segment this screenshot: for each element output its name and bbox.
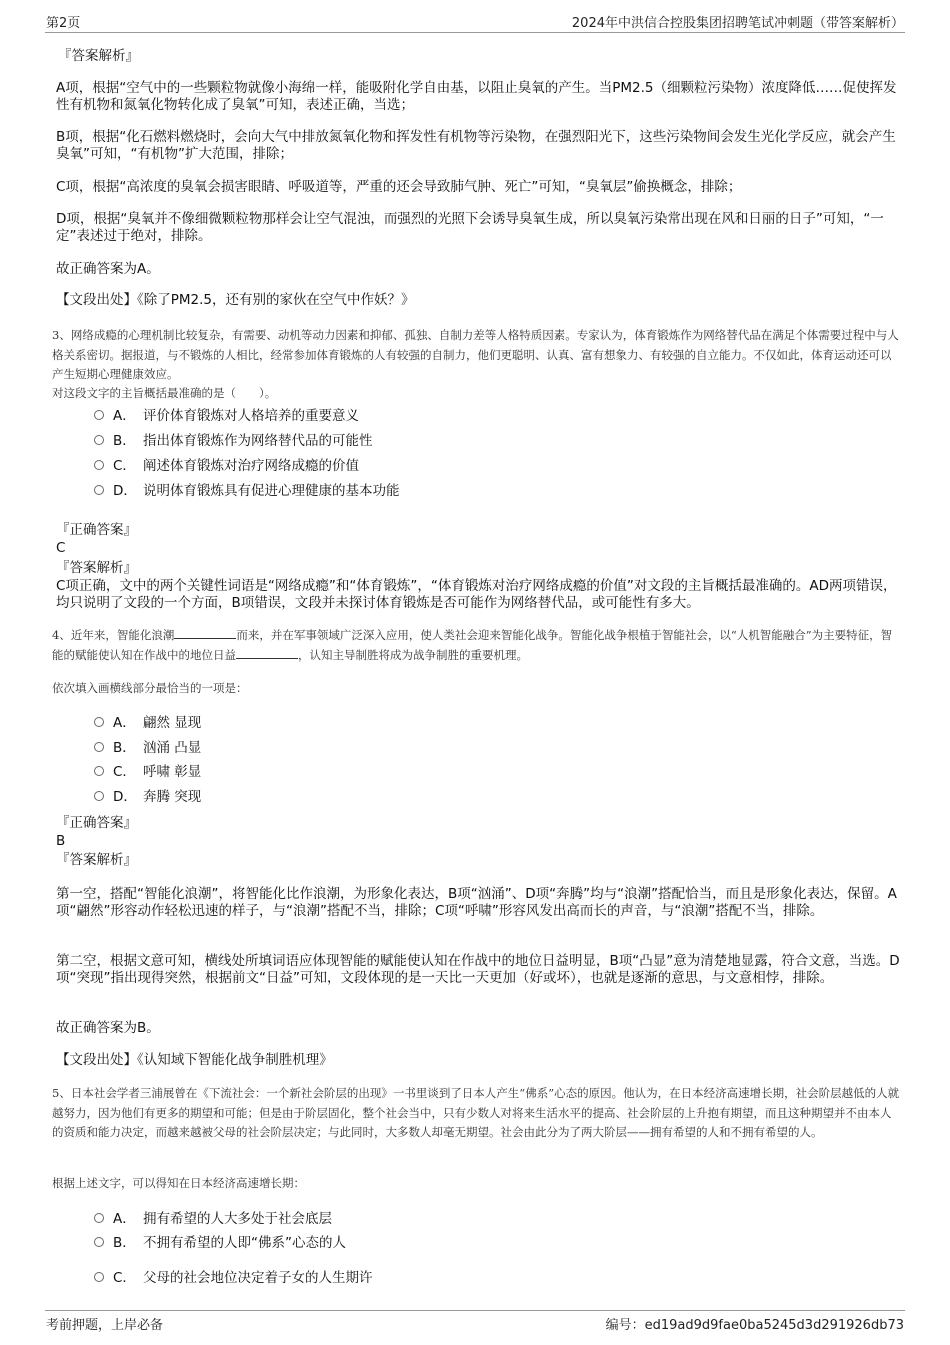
option-text: 阐述体育锻炼对治疗网络成瘾的价值 — [143, 458, 359, 474]
q4-option-b[interactable] — [94, 738, 201, 758]
q4-prompt: 依次填入画横线部分最恰当的一项是： — [52, 681, 248, 695]
q3-answer: C — [56, 540, 66, 556]
q3-option-c[interactable] — [94, 456, 359, 476]
radio-icon[interactable] — [94, 1213, 104, 1223]
option-letter: B． — [113, 740, 136, 756]
page-number: 第2页 — [46, 16, 81, 31]
q3-option-a[interactable] — [94, 406, 359, 426]
option-letter: A． — [113, 408, 136, 424]
header-rule — [45, 32, 905, 33]
radio-icon[interactable] — [94, 766, 104, 776]
q4-stem-part2: 而来，并在军事领域广泛深入应用，使人类社会迎来智能化战争。智能化战争根植于智能社会，以“人机智能融合”为主要特征，智能的赋能使认知在作战中的地位日益 — [52, 628, 893, 662]
q4-answer-heading: 『正确答案』 — [56, 815, 137, 831]
footer-slogan: 考前押题，上岸必备 — [46, 1318, 164, 1333]
footer-code-label: 编号： — [605, 1318, 645, 1333]
q5-option-b[interactable] — [94, 1233, 346, 1253]
q4-source: 【文段出处】《认知域下智能化战争制胜机理》 — [56, 1052, 333, 1068]
q4-option-d[interactable] — [94, 787, 201, 807]
option-text: 指出体育锻炼作为网络替代品的可能性 — [143, 433, 373, 449]
document-title: 2024年中洪信合控股集团招聘笔试冲刺题（带答案解析） — [571, 16, 904, 31]
option-text: 评价体育锻炼对人格培养的重要意义 — [143, 408, 359, 424]
q4-blank-2 — [236, 646, 298, 659]
footer-rule — [45, 1310, 905, 1311]
q3-prompt: 对这段文字的主旨概括最准确的是（ ）。 — [52, 386, 277, 400]
radio-icon[interactable] — [94, 791, 104, 801]
option-text: 汹涌 凸显 — [143, 740, 202, 756]
q4-analysis-1: 第一空，搭配“智能化浪潮”，将智能化比作浪潮，为形象化表达，B项“汹涌”、D项“奔腾”均与“浪潮”搭配恰当，而且是形象化表达，保留。A项“翩然”形容动作轻松迅速的样子，与“浪潮”搭配不当，排除；C项“呼啸”形容风发出高而长的声音，与“浪潮”搭配不当，排除。 — [56, 886, 897, 919]
option-letter: C． — [113, 458, 136, 474]
option-text: 奔腾 突现 — [143, 789, 202, 805]
radio-icon[interactable] — [94, 435, 104, 445]
option-letter: A． — [113, 1211, 136, 1227]
q4-analysis-heading: 『答案解析』 — [56, 852, 137, 868]
option-text: 不拥有希望的人即“佛系”心态的人 — [143, 1235, 346, 1251]
option-text: 翩然 显现 — [143, 715, 202, 731]
option-letter: A． — [113, 715, 136, 731]
q4-conclusion: 故正确答案为B。 — [56, 1020, 160, 1036]
q4-blank-1 — [174, 626, 236, 639]
q2-analysis-d: D项，根据“臭氧并不像细微颗粒物那样会让空气混浊，而强烈的光照下会诱导臭氧生成，所以臭氧污染常出现在风和日丽的日子”可知，“一定”表述过于绝对，排除。 — [56, 211, 884, 244]
option-text: 父母的社会地位决定着子女的人生期许 — [143, 1270, 373, 1286]
option-letter: B． — [113, 433, 136, 449]
option-text: 呼啸 彰显 — [143, 764, 202, 780]
radio-icon[interactable] — [94, 1237, 104, 1247]
option-text: 说明体育锻炼具有促进心理健康的基本功能 — [143, 483, 400, 499]
radio-icon[interactable] — [94, 742, 104, 752]
radio-icon[interactable] — [94, 410, 104, 420]
q3-analysis-heading: 『答案解析』 — [56, 560, 137, 576]
q4-stem-part3: ，认知主导制胜将成为战争制胜的重要机理。 — [298, 647, 528, 662]
q5-prompt: 根据上述文字，可以得知在日本经济高速增长期： — [52, 1176, 305, 1190]
q3-option-d[interactable] — [94, 481, 400, 501]
q2-conclusion: 故正确答案为A。 — [56, 261, 160, 277]
q3-stem: 3、网络成瘾的心理机制比较复杂，有需要、动机等动力因素和抑郁、孤独、自制力差等人格特质因素。专家认为，体育锻炼作为网络替代品在满足个体需要过程中与人格关系密切。据报道，与不锻炼的人相比，经常参加体育锻炼的人有较强的自制力，他们更聪明、认真、富有想象力、有较强的自立能力。不仅如此，体育运动还可以产生短期心理健康效应。 — [52, 328, 899, 381]
q4-analysis-2: 第二空，根据文意可知，横线处所填词语应体现智能的赋能使认知在作战中的地位日益明显，B项“凸显”意为清楚地显露，符合文意，当选。D项“突现”指出现得突然，根据前文“日益”可知，文段体现的是一天比一天更加（好或坏），也就是逐渐的意思，与文意相悖，排除。 — [56, 953, 900, 986]
q4-option-a[interactable] — [94, 713, 201, 733]
option-letter: B． — [113, 1235, 136, 1251]
option-text: 拥有希望的人大多处于社会底层 — [143, 1211, 332, 1227]
radio-icon[interactable] — [94, 460, 104, 470]
q4-stem — [52, 626, 902, 665]
q5-option-c[interactable] — [94, 1268, 373, 1288]
q3-option-b[interactable] — [94, 431, 373, 451]
q3-analysis: C项正确，文中的两个关键性词语是“网络成瘾”和“体育锻炼”，“体育锻炼对治疗网络成瘾的价值”对文段的主旨概括最准确的。AD两项错误，均只说明了文段的一个方面，B项错误，文段并未探讨体育锻炼是否可能作为网络替代品，或可能性有多大。 — [56, 578, 897, 611]
q2-analysis-a: A项，根据“空气中的一些颗粒物就像小海绵一样，能吸附化学自由基，以阻止臭氧的产生。当PM2.5（细颗粒污染物）浓度降低……促使挥发性有机物和氮氧化物转化成了臭氧”可知，表述正确，当选； — [56, 80, 897, 113]
q2-analysis-b: B项，根据“化石燃料燃烧时，会向大气中排放氮氧化物和挥发性有机物等污染物，在强烈阳光下，这些污染物间会发生光化学反应，就会产生臭氧”可知，“有机物”扩大范围，排除； — [56, 129, 896, 162]
q2-analysis-c: C项，根据“高浓度的臭氧会损害眼睛、呼吸道等，严重的还会导致肺气肿、死亡”可知，“臭氧层”偷换概念，排除； — [56, 179, 742, 195]
q5-stem: 5、日本社会学者三浦展曾在《下流社会：一个新社会阶层的出现》一书里谈到了日本人产生“佛系”心态的原因。他认为，在日本经济高速增长期，社会阶层越低的人就越努力，因为他们有更多的期望和可能；但是由于阶层固化，整个社会当中，只有少数人对将来生活水平的提高、社会阶层的上升抱有期望，而且这种期望并不由本人的资质和能力决定，而越来越被父母的社会阶层决定；与此同时，大多数人却毫无期望。社会由此分为了两大阶层——拥有希望的人和不拥有希望的人。 — [52, 1086, 900, 1139]
option-letter: D． — [113, 483, 137, 499]
radio-icon[interactable] — [94, 485, 104, 495]
q2-analysis-heading: 『答案解析』 — [58, 48, 139, 64]
q2-source: 【文段出处】《除了PM2.5，还有别的家伙在空气中作妖？》 — [56, 292, 415, 308]
footer-code-value: ed19ad9d9fae0ba5245d3d291926db73 — [644, 1318, 904, 1333]
option-letter: D． — [113, 789, 137, 805]
radio-icon[interactable] — [94, 717, 104, 727]
q5-option-a[interactable] — [94, 1209, 332, 1229]
q4-option-c[interactable] — [94, 762, 201, 782]
footer-code — [606, 1314, 904, 1333]
q3-answer-heading: 『正确答案』 — [56, 522, 137, 538]
option-letter: C． — [113, 1270, 136, 1286]
option-letter: C． — [113, 764, 136, 780]
q4-stem-part1: 4、近年来，智能化浪潮 — [52, 628, 175, 642]
q4-answer: B — [56, 833, 66, 849]
radio-icon[interactable] — [94, 1272, 104, 1282]
